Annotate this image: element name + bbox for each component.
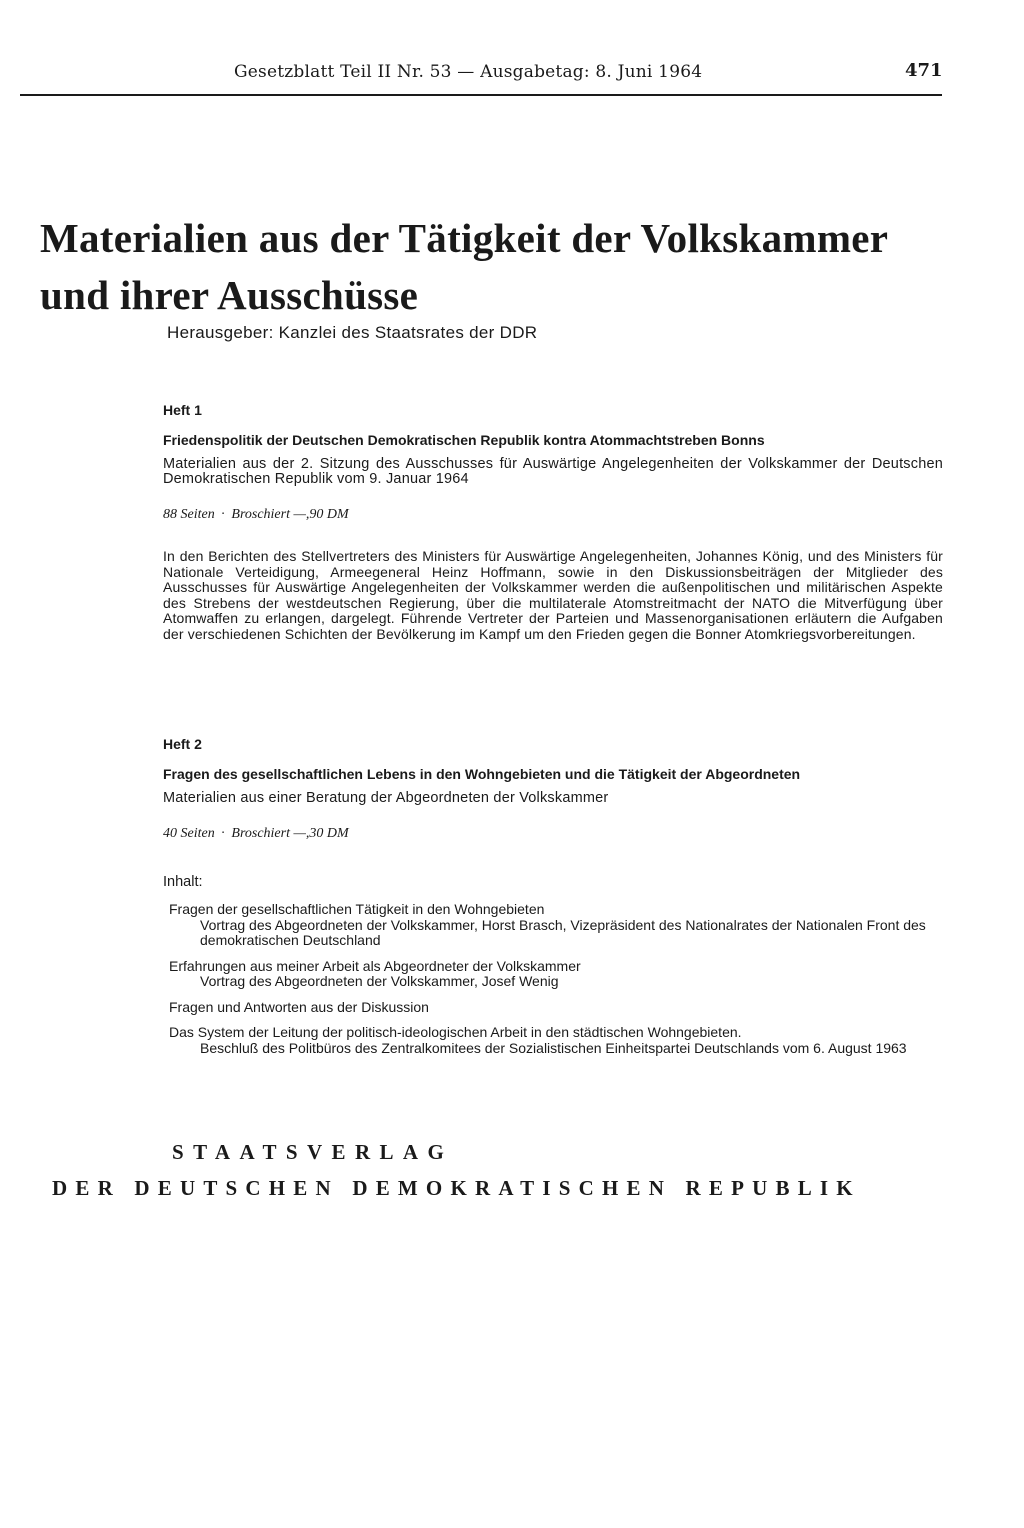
- contents-item-title: Fragen der gesellschaftlichen Tätigkeit in den Wohngebieten: [169, 901, 545, 917]
- contents-item: [163, 959, 943, 990]
- separator-dot: ·: [220, 507, 226, 522]
- publisher-line: Herausgeber: Kanzlei des Staatsrates der DDR: [167, 323, 538, 342]
- separator-dot: ·: [220, 826, 226, 841]
- header-rule: [20, 94, 942, 96]
- contents-label: Inhalt:: [163, 874, 203, 890]
- contents-item: [163, 1025, 943, 1056]
- contents-item: [163, 902, 943, 949]
- contents-item-title: Fragen und Antworten aus der Diskussion: [169, 998, 429, 1015]
- issue-title: Friedenspolitik der Deutschen Demokratischen Republik kontra Atommachtstreben Bonns: [163, 432, 765, 448]
- issue-pages: 88 Seiten: [163, 507, 215, 522]
- main-title-line-2: und ihrer Ausschüsse: [40, 272, 419, 318]
- contents-item-detail: Vortrag des Abgeordneten der Volkskammer, Horst Brasch, Vizepräsident des Nationalrates der Nationalen Front des demokratischen Deutschland: [200, 916, 926, 948]
- issue-2: [163, 736, 943, 1066]
- imprint-line-1: STAATSVERLAG: [172, 1140, 454, 1164]
- contents-item: [163, 1000, 943, 1016]
- issue-meta: [163, 826, 943, 842]
- issue-1: [163, 402, 943, 642]
- issue-price: Broschiert —,30 DM: [231, 826, 349, 841]
- contents-item-detail: Beschluß des Politbüros des Zentralkomitees der Sozialistischen Einheitspartei Deutschlands vom 6. August 1963: [200, 1039, 907, 1056]
- issue-meta: [163, 507, 943, 523]
- contents-list: [163, 902, 943, 1056]
- issue-label: Heft 1: [163, 402, 202, 418]
- contents-item-detail: Vortrag des Abgeordneten der Volkskammer, Josef Wenig: [200, 973, 559, 989]
- page-number: 471: [905, 60, 943, 81]
- issue-pages: 40 Seiten: [163, 826, 215, 841]
- issue-description: In den Berichten des Stellvertreters des Ministers für Auswärtige Angelegenheiten, Johannes König, und des Ministers für Nationale Verteidigung, Armeegeneral Heinz Hoffmann, sowie in den Diskussionsbeiträgen der Mitglieder des Ausschusses für Auswärtige Angelegenheiten der Volkskammer werden die außenpolitischen und militärischen Aspekte des Strebens der westdeutschen Regierung, über die multilaterale Atomstreitmacht der NATO die Mitverfügung über Atomwaffen zu erlangen, dargelegt. Führende Vertreter der Parteien und Massenorganisationen erläutern die Aufgaben der verschiedenen Schichten der Bevölkerung im Kampf um den Frieden gegen die Bonner Atomkriegsvorbereitungen.: [163, 548, 943, 642]
- issue-label: Heft 2: [163, 736, 202, 752]
- contents-item-title: Das System der Leitung der politisch-ideologischen Arbeit in den städtischen Wohngebieten.: [169, 1024, 742, 1040]
- imprint-line-2: DER DEUTSCHEN DEMOKRATISCHEN REPUBLIK: [52, 1176, 861, 1200]
- issue-price: Broschiert —,90 DM: [231, 507, 349, 522]
- contents-item-title: Erfahrungen aus meiner Arbeit als Abgeordneter der Volkskammer: [169, 957, 581, 974]
- running-header: Gesetzblatt Teil II Nr. 53 — Ausgabetag: 8. Juni 1964: [234, 62, 703, 82]
- issue-subtitle: Materialien aus der 2. Sitzung des Ausschusses für Auswärtige Angelegenheiten der Volkskammer der Deutschen Demokratischen Republik vom 9. Januar 1964: [163, 456, 943, 487]
- main-title: [40, 210, 940, 324]
- main-title-line-1: Materialien aus der Tätigkeit der Volkskammer: [40, 215, 889, 261]
- issue-title: Fragen des gesellschaftlichen Lebens in den Wohngebieten und die Tätigkeit der Abgeordneten: [163, 766, 801, 782]
- issue-subtitle: Materialien aus einer Beratung der Abgeordneten der Volkskammer: [163, 790, 609, 806]
